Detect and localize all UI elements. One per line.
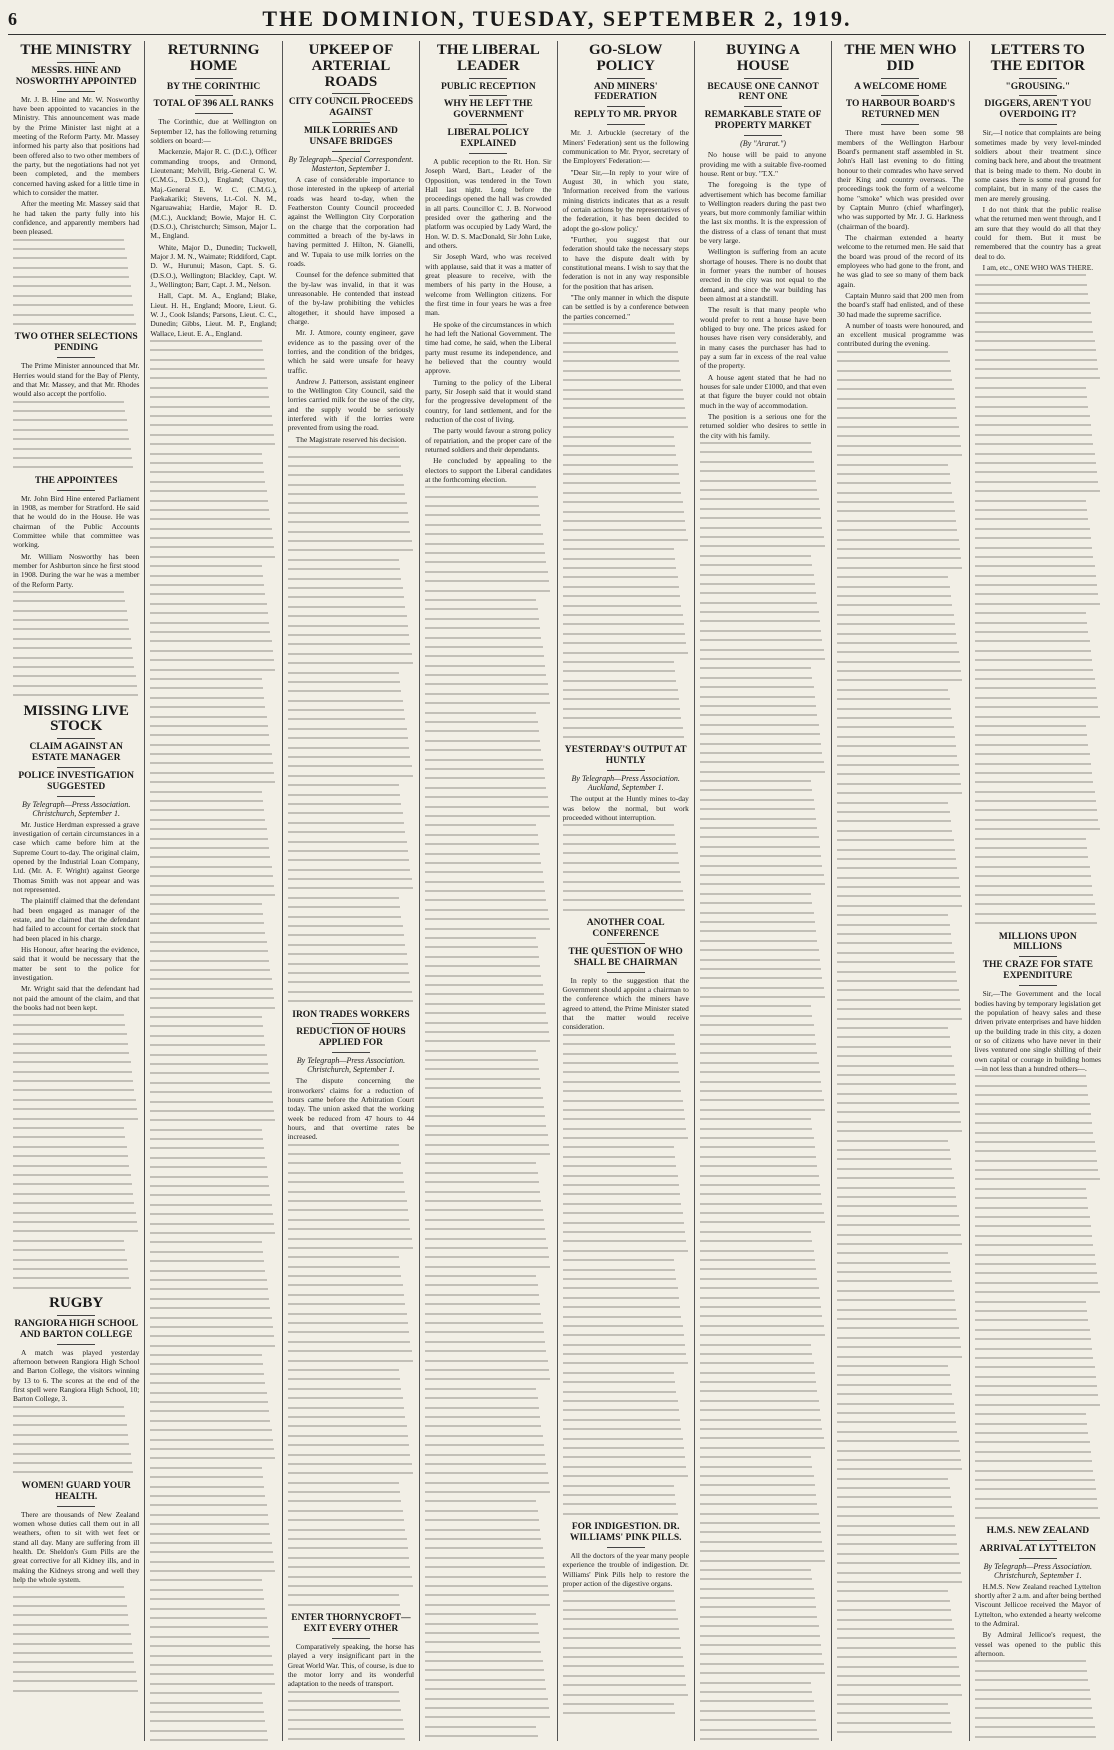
article [13,476,139,697]
article-paragraph: The Corinthic, due at Wellington on September 12, has the following returning soldiers on board:— [150,117,277,145]
article-subhead: YESTERDAY'S OUTPUT AT HUNTLY [564,745,687,767]
article-body [563,128,689,321]
subhead-rule [1019,1558,1057,1559]
article-paragraph: Mr. Wright said that the defendant had not paid the amount of the claim, and that the books had not been kept. [13,984,140,1013]
article [837,43,963,1741]
article-dateline: By Telegraph—Special Correspondent. Masterton, September 1. [288,154,414,173]
article-paragraph: Sir,—I notice that complaints are being sometimes made by very level-minded soldiers about their treatment since coming back here, and about the treatment that is being made to them. No doubt in some cases there is some real ground for complaint, but in many of the cases the men are merely grousing. [974,128,1101,203]
article-dateline: (By "Ararat.") [740,139,786,149]
article [13,332,139,468]
article-body [700,150,826,440]
article [13,704,139,1289]
article [288,43,414,1002]
headline-rule [57,62,95,63]
article-paragraph: The dispute concerning the ironworkers' claims for a reduction of hours came before the Arbitration Court today. The union asked that the working week be reduced from 47 hours to 44 hours, and that overtime rates be increased. [287,1076,415,1142]
article [288,1010,414,1606]
subhead-rule [57,1344,95,1345]
subhead-rule [607,770,645,771]
article-body [425,157,551,484]
article-body [288,1642,414,1689]
subhead-rule [332,1052,370,1053]
article-paragraph: Captain Munro said that 200 men from the board's staff had enlisted, and of these 30 had made the supreme sacrifice. [837,290,964,319]
article [975,932,1101,1519]
article-paragraph: Sir Joseph Ward, who was received with applause, said that it was a matter of great pleasure to receive, with the members of his party in the House, a welcome from Wellington citizens. For the first time in four years he was a free man. [425,252,552,318]
newsprint-texture [563,824,689,911]
article [150,43,276,1741]
article-body [13,361,139,398]
headline-rule [332,93,370,94]
subhead-rule [332,1638,370,1639]
paper-title: THE DOMINION, TUESDAY, SEPTEMBER 2, 1919. [262,6,852,31]
newsprint-texture [13,1406,139,1474]
article-subhead: ANOTHER COAL CONFERENCE [586,918,665,940]
article-subhead: MILLIONS UPON MILLIONS [998,931,1077,953]
article-subhead: DIGGERS, AREN'T YOU OVERDOING IT? [984,99,1092,121]
article-paragraph: "Further, you suggest that our federation should take the necessary steps to have the dispute dealt with by constitutional means. I wish to say that the federation is not in any way responsible for the position that has arisen. [562,234,689,291]
article-headline: RUGBY [49,1295,104,1312]
article-paragraph: Mr. J. Atmore, county engineer, gave evidence as to the passing over of the lorries, and the condition of the bridges, which he said were unsafe for heavy traffic. [287,328,415,375]
column-8 [970,41,1106,1741]
column-6 [695,41,832,1741]
article-paragraph: A match was played yesterday afternoon between Rangiora High School and Barton College, the visitors winning by 13 to 6. The scores at the end of the first spell were Rangiora High School, 10; Barton College, 3. [13,1347,140,1404]
subhead-rule [195,95,233,96]
newsprint-texture [150,340,276,1741]
article [975,43,1101,924]
newsprint-texture [13,1014,139,1288]
article [563,43,689,738]
article-paragraph: H.M.S. New Zealand reached Lyttelton shortly after 2 a.m. and after being berthed Viscount Jellicoe received the Mayor of Lyttelton, who extended a hearty welcome to the Admiral. [974,1581,1101,1629]
newsprint-texture [975,274,1101,924]
subhead-rule [469,95,507,96]
article-paragraph: The result is that many people who would prefer to rent a house have been obliged to buy one. The prices asked for houses have risen very considerably, and in many cases the purchaser has had to pay a sum far in excess of the real value of the property. [699,305,827,371]
article-headline: RETURNING HOME [167,42,260,74]
article-paragraph: Turning to the policy of the Liberal party, Sir Joseph said that it would stand for the progressive development of the country, for land settlement, and for the reduction of the cost of living. [425,377,552,424]
headline-rule [744,78,782,79]
newsprint-texture [288,1144,414,1606]
article-headline: THE LIBERAL LEADER [436,42,540,74]
newsprint-texture [13,1586,139,1691]
article-subhead: MILK LORRIES AND UNSAFE BRIDGES [303,126,398,148]
article-headline: THE MINISTRY [20,42,132,58]
page-number: 6 [8,8,17,29]
article-body [975,989,1101,1073]
headline-rule [57,1315,95,1316]
article-subhead: ENTER THORNYCROFT—EXIT EVERY OTHER [291,1613,411,1635]
article-paragraph: Comparatively speaking, the horse has played a very insignificant part in the Great World War. This, of course, is due to the motor lorry and its wonderful adaptation to the needs of transport. [287,1642,415,1689]
subhead-rule [744,106,782,107]
article [563,745,689,910]
article-subhead: WHY HE LEFT THE GOVERNMENT [443,99,533,121]
article-paragraph: The Magistrate reserved his decision. [295,434,407,444]
article-subhead: THE QUESTION OF WHO SHALL BE CHAIRMAN [568,946,683,968]
subhead-rule [1019,956,1057,957]
article-subhead: REMARKABLE STATE OF PROPERTY MARKET [704,110,822,132]
article [13,43,139,325]
article-paragraph: The output at the Huntly mines to-day was below the normal, but work proceeded without interruption. [562,794,689,822]
newsprint-texture [563,1590,689,1714]
headline-rule [195,78,233,79]
article-paragraph: Wellington is suffering from an acute shortage of houses. There is no doubt that in former years the number of houses erected in the city was not equal to the demand, and since the war building has been almost at a standstill. [699,247,827,304]
article-subhead: AND MINERS' FEDERATION [593,81,658,103]
subhead-rule [332,151,370,152]
column-4 [420,41,557,1741]
columns [8,41,1106,1741]
article-body [13,95,139,237]
subhead-rule [57,490,95,491]
article-headline: UPKEEP OF ARTERIAL ROADS [308,42,394,90]
subhead-rule [332,122,370,123]
article-paragraph: By Admiral Jellicoe's request, the vessel was opened to the public this afternoon. [974,1630,1101,1659]
article-subhead: A WELCOME HOME [854,81,947,92]
article-paragraph: In reply to the suggestion that the Government should appoint a chairman to the conference which the miners have agreed to attend, the Prime Minister stated that the matter would receive consideration. [562,975,689,1032]
article-body [150,117,276,338]
subhead-rule [881,124,919,125]
article-paragraph: Mr. Justice Herdman expressed a grave investigation of certain circumstances in a case which came before him at the Supreme Court to-day. The original claim, opened by the Industrial Loan Company, Ltd. (Mr. A. F. Wright) against George Thomas Smith was not appear and was not represented. [13,819,140,895]
article [975,1526,1101,1741]
article-paragraph: The Prime Minister announced that Mr. Herries would stand for the Bay of Plenty, and that Mr. Massey, and that Mr. Rhodes would also accept the portfolio. [13,361,140,399]
article [563,918,689,1515]
article-paragraph: He spoke of the circumstances in which he had left the National Government. The time had come, he said, when the Liberal party must resume its independence, and he believed that the country would approve. [425,319,552,376]
article-subhead: WOMEN! GUARD YOUR HEALTH. [21,1480,131,1502]
article-subhead: THE CRAZE FOR STATE EXPENDITURE [982,960,1093,982]
article-body [13,1510,139,1585]
article-paragraph: Mr. William Nosworthy has been member for Ashburton since he first stood in 1908. During the war he was a member of the Reform Party. [13,551,140,589]
headline-rule [881,78,919,79]
article-body [563,1551,689,1588]
subhead-rule [57,357,95,358]
article-body [563,794,689,822]
subhead-rule [607,943,645,944]
article-body [837,128,963,349]
article-body [563,976,689,1032]
article [563,1522,689,1714]
subhead-rule [469,124,507,125]
article-subhead: BECAUSE ONE CANNOT RENT ONE [707,81,819,103]
column-2 [145,41,282,1741]
article-paragraph: Mr. J. B. Hine and Mr. W. Nosworthy have been appointed to vacancies in the Ministry. This announcement was made by the Prime Minister last night at a meeting of the Reform Party. Mr. Massey informed his party also that positions had been offered also to two other members of the party, but the negotiations had not yet been completed, and the members concerned having asked for a little time in which to consider the matter. [13,94,140,197]
subhead-rule [1019,1540,1057,1541]
newsprint-texture [975,1660,1101,1741]
article [700,43,826,1741]
article-body [975,128,1101,272]
article-paragraph: White, Major D., Dunedin; Tuckwell, Major J. M. N., Waimate; Riddiford, Capt. D. W., Hurunui; Mason, Capt. S. G. (D.S.O.), Wellington; Blackley, Capt. W. J., Wellington; Barr, Capt. J. M., Nelson. [150,242,277,289]
column-5 [558,41,695,1741]
article-paragraph: No house will be paid to anyone providing me with a suitable five-roomed house. Rent or buy. "T.X." [699,150,827,178]
article-paragraph: A number of toasts were honoured, and an excellent musical programme was contributed during the evening. [837,320,964,349]
article-headline: BUYING A HOUSE [726,42,800,74]
article-body [13,820,139,1013]
article-paragraph: The chairman extended a hearty welcome to the returned men. He said that the board was proud of the record of its employees who had gone to the front, and he was glad to see so many of them back again. [837,232,964,289]
article-paragraph: He concluded by appealing to the electors to support the Liberal candidates at the forthcoming election. [425,456,552,484]
article-subhead: REPLY TO MR. PRYOR [574,110,678,121]
article-paragraph: Andrew J. Patterson, assistant engineer to the Wellington City Council, said the lorries carried milk for the use of the city, and the supply would be seriously interfered with if the lorries were prevented from using the road. [287,376,415,433]
article-dateline: By Telegraph—Press Association. Auckland, September 1. [571,774,680,793]
article-subhead: IRON TRADES WORKERS [292,1009,410,1020]
subhead-rule [607,106,645,107]
article-paragraph: His Honour, after hearing the evidence, said that it would be necessary that the matter be sent to the police for investigation. [13,945,140,983]
newsprint-texture [975,1075,1101,1518]
article-subhead: THE APPOINTEES [34,475,118,486]
article-subhead: PUBLIC RECEPTION [440,81,536,92]
article-subhead: H.M.S. NEW ZEALAND [986,1525,1090,1536]
article-subhead: BY THE CORINTHIC [166,81,261,92]
newsprint-texture [288,1691,414,1741]
subhead-rule [1019,95,1057,96]
subhead-rule [607,972,645,973]
article-paragraph: Sir,—The Government and the local bodies having by temporary legislation get the population of heavy sales and these driven private enterprises and have hidden up the building trade in this city, a dozen or so of citizens who have never in their lives ventured one single shilling of their own capital or courage in building homes—in not less than a hundred others—. [974,989,1101,1073]
article-paragraph: The foregoing is the type of advertisement which has become familiar to Wellington readers during the past two years, but more commonly familiar within the last six months. It is the expression of the distress of a class of tenant that must be very large. [699,180,827,246]
subhead-rule [195,113,233,114]
article-paragraph: Mackenzie, Major R. C. (D.C.), Officer commanding troops, and Ormond, Lieutenant; Melvill, Brig.-General C. W. (C.M.G., D.S.O.), England; Chaytor, Maj.-General E. W. C. (C.M.G.), Paekakariki; Stevens, Lt.-Col. N. M., Ngaruawahia; Hardie, Major R. D. (M.C.), Auckland; Bowie, Major H. C. (D.S.O.), Christchurch; Simson, Major L. M., England. [150,147,277,241]
article [288,1613,414,1741]
article-body [288,175,414,444]
subhead-rule [744,135,782,136]
article-paragraph: A house agent stated that he had no houses for sale under £1000, and that even at that figure the buyer could not obtain much in the way of accommodation. [699,372,827,410]
article-subhead: POLICE INVESTIGATION SUGGESTED [18,770,135,792]
subhead-rule [57,91,95,92]
subhead-rule [607,124,645,125]
newsprint-texture [563,1034,689,1515]
article-body [975,1582,1101,1659]
subhead-rule [332,1023,370,1024]
article-headline: MISSING LIVE STOCK [23,702,129,735]
article-paragraph: The party would favour a strong policy of repatriation, and the proper care of the returned soldiers and their dependants. [425,426,552,454]
newsprint-texture [563,323,689,738]
headline-rule [1019,78,1057,79]
subhead-rule [881,95,919,96]
article-paragraph: "The only manner in which the dispute can be settled is by a conference between the parties concerned." [562,292,689,321]
article-paragraph: A case of considerable importance to those interested in the upkeep of arterial roads was heard to-day, when the Featherston County Council proceeded against the Wellington City Corporation on the charge that the corporation had committed a breach of the by-laws in having permitted J. Hilton, N. Gianelli, and W. Tupaia to use milk lorries on the roads. [287,174,415,268]
newsprint-texture [837,351,963,1741]
newsprint-texture [13,591,139,696]
article-subhead: "GROUSING." [1005,81,1071,92]
newsprint-texture [425,486,551,1741]
article-paragraph: Mr. J. Arbuckle (secretary of the Miners' Federation) sent us the following communication to Mr. Pryor, secretary of the Employers' Federation:— [562,128,689,166]
article-paragraph: Counsel for the defence submitted that the by-law was invalid, in that it was unreasonable. He contended that instead of the by-law prohibiting the vehicles altogether, it should have imposed a charge. [287,270,415,326]
article-paragraph: The position is a serious one for the returned soldier who desires to settle in the city with his family. [699,412,827,440]
column-7 [832,41,969,1741]
newsprint-texture [288,446,414,1002]
subhead-rule [57,1506,95,1507]
article-dateline: By Telegraph—Press Association. Christchurch, September 1. [983,1561,1092,1580]
article-subhead: TOTAL OF 396 ALL RANKS [153,99,274,110]
newsprint-texture [13,401,139,469]
newsprint-texture [700,442,826,1741]
article-paragraph: A public reception to the Rt. Hon. Sir Joseph Ward, Bart., Leader of the Opposition, was tendered in the Town Hall last night. Long before the proceedings opened the hall was crowded in all parts. Councillor C. J. B. Norwood presided over the gathering and the platform was occupied by Lady Ward, the Hon. W. D. S. MacDonald, Sir John Luke, and others. [425,157,552,251]
article-subhead: MESSRS. HINE AND NOSWORTHY APPOINTED [15,65,137,87]
article-paragraph: I am, etc., ONE WHO WAS THERE. [982,262,1094,272]
article-headline: THE MEN WHO DID [844,42,957,74]
article-dateline: By Telegraph—Press Association. Christchurch, September 1. [22,799,131,818]
article-paragraph: Mr. John Bird Hine entered Parliament in 1908, as member for Stratford. He said that he would do in the House. He was chairman of the Public Accounts Committee while that committee was working. [13,493,140,550]
article-body [13,494,139,589]
column-3 [283,41,420,1741]
article-body [288,1076,414,1141]
article-paragraph: Hall, Capt. M. A., England; Blake, Lieut. H. H., England; Moore, Lieut. G. W. J., Cook Islands; Parsons, Lieut. C. C., Dunedin; Gibbs, Lieut. M. P., England; Wallace, Lieut. E. A., England. [150,291,277,338]
article-subhead: CLAIM AGAINST AN ESTATE MANAGER [29,742,123,764]
article-subhead: REDUCTION OF HOURS APPLIED FOR [296,1027,406,1049]
subhead-rule [57,796,95,797]
article-paragraph: All the doctors of the year many people experience the trouble of indigestion. Dr. Williams' Pink Pills help to restore the proper action of the digestive organs. [562,1550,689,1588]
article-subhead: TO HARBOUR BOARD'S RETURNED MEN [845,99,955,121]
article [13,1296,139,1473]
article-subhead: TWO OTHER SELECTIONS PENDING [14,332,138,354]
article-body [13,1348,139,1404]
article-paragraph: After the meeting Mr. Massey said that he had taken the party fully into his confidence, and apparently members had been pleased. [13,199,140,237]
subhead-rule [1019,124,1057,125]
column-1 [8,41,145,1741]
article [425,43,551,1741]
article-subhead: LIBERAL POLICY EXPLAINED [447,128,530,150]
subhead-rule [607,1547,645,1548]
headline-rule [607,78,645,79]
subhead-rule [469,153,507,154]
article-paragraph: "Dear Sir,—In reply to your wire of August 30, in which you state, 'Information received from the various mining districts indicates that as a result of certain actions by the representatives of the federation, it has been decided to adopt the go-slow policy.' [562,167,689,233]
article-subhead: CITY COUNCIL PROCEEDS AGAINST [288,97,414,119]
newsprint-texture [13,239,139,326]
article-paragraph: There are thousands of New Zealand women whose duties call them out in all weathers, often to sit with wet feet or stand all day. Many are suffering from ill health. Dr. Sheldon's Gum Pills are the great corrective for all Kidney ills, and in making the Kidneys strong and well they help the whole system. [13,1509,140,1584]
subhead-rule [1019,985,1057,986]
article-paragraph: There must have been some 98 members of the Wellington Harbour Board's permanent staff assembled in St. John's Hall last evening to do fitting honour to their comrades who have served their King and country overseas. The proceedings took the form of a welcome home "smoke" which was presided over by Captain Munro (chief wharfinger), who was supported by Mr. J. G. Harkness (chairman of the board). [837,128,964,231]
article-headline: LETTERS TO THE EDITOR [990,42,1085,74]
article-headline: GO-SLOW POLICY [589,42,663,74]
article-paragraph: The plaintiff claimed that the defendant had been engaged as manager of the estate, and he claimed that the defendant had failed to account for certain stock that had been placed in his charge. [13,896,140,943]
headline-rule [469,78,507,79]
article-subhead: ARRIVAL AT LYTTELTON [979,1543,1096,1554]
article-subhead: FOR INDIGESTION. DR. WILLIAMS' PINK PILLS. [569,1522,682,1544]
headline-rule [57,738,95,739]
masthead [8,4,1106,35]
article [13,1481,139,1692]
subhead-rule [57,767,95,768]
article-subhead: RANGIORA HIGH SCHOOL AND BARTON COLLEGE [14,1318,138,1340]
article-dateline: By Telegraph—Press Association. Christchurch, September 1. [296,1056,406,1075]
article-paragraph: I do not think that the public realise what the returned men went through, and I am sure that they would do all that they could for them. But it must be remembered that the country has a great deal to do. [974,204,1101,261]
